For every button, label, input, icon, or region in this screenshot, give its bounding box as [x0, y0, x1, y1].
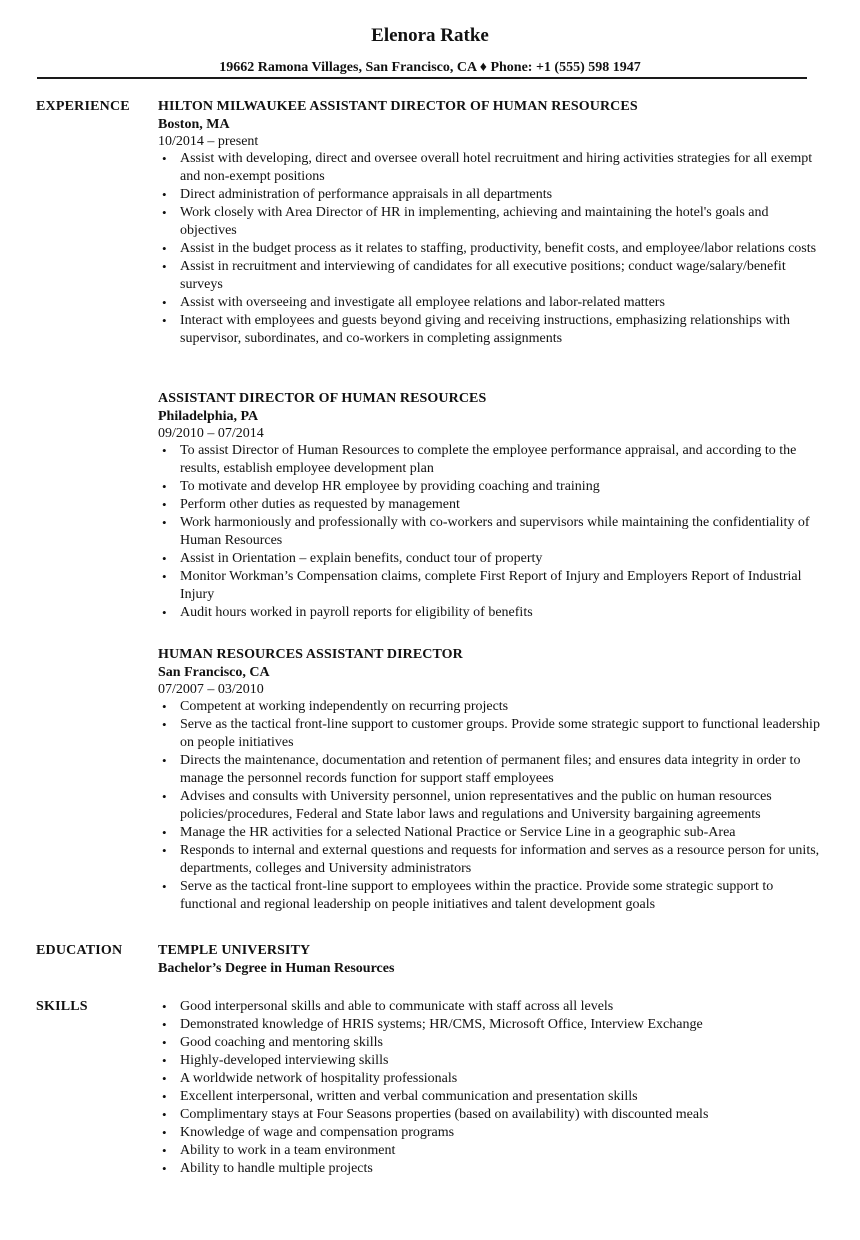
skill-item: • Demonstrated knowledge of HRIS systems; HR/CMS, Microsoft Office, Interview Exchange	[158, 1016, 820, 1034]
job-bullet: • Competent at working independently on recurring projects	[158, 698, 820, 716]
degree-name: Bachelor’s Degree in Human Resources	[158, 961, 395, 976]
job-entry	[158, 390, 818, 622]
header-divider	[37, 77, 807, 79]
skill-item: • Ability to handle multiple projects	[158, 1160, 820, 1178]
job-bullet: • To assist Director of Human Resources to complete the employee performance appraisal, and according to the results, establish employee development plan	[158, 442, 820, 478]
job-bullet: • Direct administration of performance appraisals in all departments	[158, 186, 820, 204]
skill-item: • Ability to work in a team environment	[158, 1142, 820, 1160]
job-location: Philadelphia, PA	[158, 409, 259, 424]
skills-list	[158, 998, 818, 1178]
job-bullet: • Manage the HR activities for a selected National Practice or Service Line in a geographic sub-Area	[158, 824, 820, 842]
skill-item: • A worldwide network of hospitality professionals	[158, 1070, 820, 1088]
education-label: EDUCATION	[36, 943, 123, 958]
skill-item: • Good coaching and mentoring skills	[158, 1034, 820, 1052]
job-bullet: • Perform other duties as requested by management	[158, 496, 820, 514]
job-bullets	[158, 698, 818, 914]
job-title: ASSISTANT DIRECTOR OF HUMAN RESOURCES	[158, 391, 487, 406]
job-title: HILTON MILWAUKEE ASSISTANT DIRECTOR OF HUMAN RESOURCES	[158, 99, 638, 114]
skill-item: • Good interpersonal skills and able to communicate with staff across all levels	[158, 998, 820, 1016]
job-location: San Francisco, CA	[158, 665, 270, 680]
job-bullet: • Assist with developing, direct and oversee overall hotel recruitment and hiring activities strategies for all exempt and non-exempt positions	[158, 150, 820, 186]
job-location: Boston, MA	[158, 117, 230, 132]
skill-item: • Knowledge of wage and compensation programs	[158, 1124, 820, 1142]
job-bullet: • Assist in the budget process as it relates to staffing, productivity, benefit costs, and employee/labor relations costs	[158, 240, 820, 258]
job-entry	[158, 646, 818, 914]
job-title: HUMAN RESOURCES ASSISTANT DIRECTOR	[158, 647, 463, 662]
job-bullet: • Audit hours worked in payroll reports for eligibility of benefits	[158, 604, 820, 622]
job-bullets	[158, 442, 818, 622]
job-dates: 09/2010 – 07/2014	[158, 426, 264, 441]
job-bullet: • Work harmoniously and professionally with co-workers and supervisors while maintaining the confidentiality of Human Resources	[158, 514, 820, 550]
candidate-name: Elenora Ratke	[371, 25, 489, 46]
skill-item: • Complimentary stays at Four Seasons properties (based on availability) with discounted meals	[158, 1106, 820, 1124]
experience-label: EXPERIENCE	[36, 99, 130, 114]
education-entry	[158, 942, 818, 978]
job-bullet: • Advises and consults with University personnel, union representatives and the public on human resources policies/procedures, Federal and State labor laws and regulations and University bargaining agreements	[158, 788, 820, 824]
skill-item: • Highly-developed interviewing skills	[158, 1052, 820, 1070]
job-bullet: • Monitor Workman’s Compensation claims, complete First Report of Injury and Employers Report of Industrial Injury	[158, 568, 820, 604]
job-bullet: • To motivate and develop HR employee by providing coaching and training	[158, 478, 820, 496]
job-bullet: • Serve as the tactical front-line support to customer groups. Provide some strategic support to functional leadership on people initiatives	[158, 716, 820, 752]
job-bullets	[158, 150, 818, 348]
job-bullet: • Responds to internal and external questions and requests for information and serves as a resource person for units, departments, colleges and University administrators	[158, 842, 820, 878]
job-bullet: • Work closely with Area Director of HR in implementing, achieving and maintaining the hotel's goals and objectives	[158, 204, 820, 240]
job-bullet: • Assist with overseeing and investigate all employee relations and labor-related matters	[158, 294, 820, 312]
job-bullet: • Interact with employees and guests beyond giving and receiving instructions, emphasizing relationships with supervisor, subordinates, and co-workers in completing assignments	[158, 312, 820, 348]
job-bullet: • Assist in Orientation – explain benefits, conduct tour of property	[158, 550, 820, 568]
job-dates: 10/2014 – present	[158, 134, 259, 149]
school-name: TEMPLE UNIVERSITY	[158, 943, 311, 958]
job-bullet: • Directs the maintenance, documentation and retention of permanent files; and ensures data integrity in order to manage the personnel records function for support staff employees	[158, 752, 820, 788]
skill-item: • Excellent interpersonal, written and verbal communication and presentation skills	[158, 1088, 820, 1106]
job-bullet: • Assist in recruitment and interviewing of candidates for all executive positions; conduct wage/salary/benefit surveys	[158, 258, 820, 294]
skills-entry	[158, 998, 818, 1178]
job-bullet: • Serve as the tactical front-line support to employees within the practice. Provide some strategic support to functional and regional leadership on people initiatives and talent development goals	[158, 878, 820, 914]
skills-label: SKILLS	[36, 999, 88, 1014]
job-dates: 07/2007 – 03/2010	[158, 682, 264, 697]
contact-line: 19662 Ramona Villages, San Francisco, CA ♦ Phone: +1 (555) 598 1947	[219, 60, 641, 75]
job-entry	[158, 98, 818, 348]
